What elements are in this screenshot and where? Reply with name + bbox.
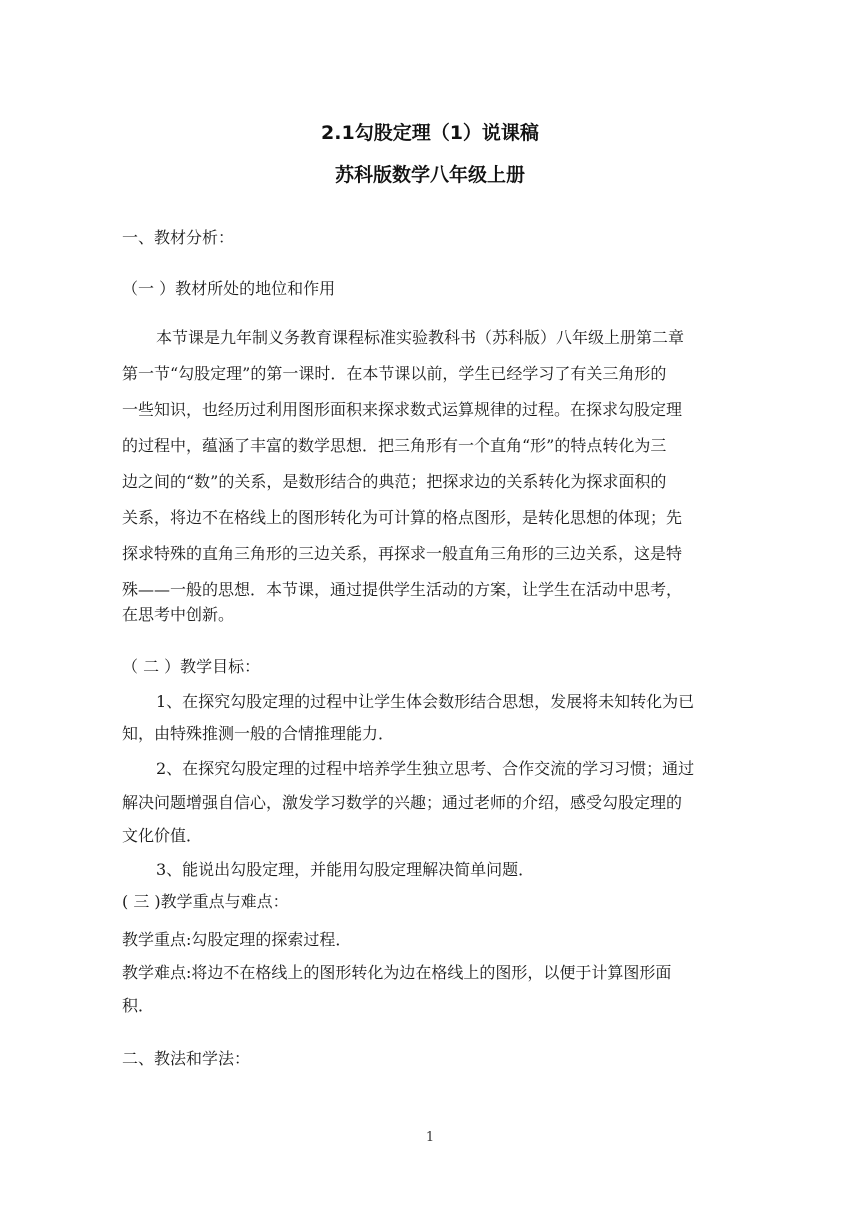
paragraph-line: 的过程中，蕴涵了丰富的数学思想．把三角形有一个直角“形”的特点转化为三 xyxy=(122,436,667,455)
paragraph-line: 探求特殊的直角三角形的三边关系，再探求一般直角三角形的三边关系，这是特 xyxy=(122,544,683,563)
paragraph-line: 边之间的“数”的关系，是数形结合的典范；把探求边的关系转化为探求面积的 xyxy=(122,472,667,491)
goal-line: 文化价值． xyxy=(122,826,203,845)
goal-line: 知，由特殊推测一般的合情推理能力． xyxy=(122,724,395,743)
section-heading-methods: 二、教法和学法： xyxy=(122,1049,251,1068)
subsection-heading-teaching-goals: （ 二 ）教学目标： xyxy=(122,657,261,676)
page-number: 1 xyxy=(425,1130,435,1145)
subsection-heading-position-role: （一 ）教材所处的地位和作用 xyxy=(122,279,336,298)
goal-line: 解决问题增强自信心，激发学习数学的兴趣；通过老师的介绍，感受勾股定理的 xyxy=(122,793,683,812)
paragraph-line: 在思考中创新。 xyxy=(122,605,235,624)
document-subtitle: 苏科版数学八年级上册 xyxy=(334,164,525,186)
paragraph-line: 本节课是九年制义务教育课程标准实验教科书（苏科版）八年级上册第二章 xyxy=(156,328,685,347)
goal-line: 3、能说出勾股定理，并能用勾股定理解决简单问题． xyxy=(156,860,535,879)
section-heading-textbook-analysis: 一、教材分析： xyxy=(122,228,235,247)
key-point-line: 教学重点:勾股定理的探索过程． xyxy=(122,930,352,949)
difficult-point-line: 积． xyxy=(122,996,155,1015)
paragraph-line: 一些知识，也经历过利用图形面积来探求数式运算规律的过程。在探求勾股定理 xyxy=(122,400,683,419)
difficult-point-line: 教学难点:将边不在格线上的图形转化为边在格线上的图形，以便于计算图形面 xyxy=(122,963,672,982)
paragraph-line: 关系，将边不在格线上的图形转化为可计算的格点图形，是转化思想的体现；先 xyxy=(122,508,683,527)
paragraph-line: 殊——一般的思想．本节课，通过提供学生活动的方案，让学生在活动中思考， xyxy=(122,580,683,599)
paragraph-line: 第一节“勾股定理”的第一课时．在本节课以前，学生已经学习了有关三角形的 xyxy=(122,364,667,383)
subsection-heading-key-difficult: ( 三 )教学重点与难点： xyxy=(122,892,289,911)
goal-line: 2、在探究勾股定理的过程中培养学生独立思考、合作交流的学习习惯；通过 xyxy=(156,759,695,778)
document-title: 2.1勾股定理（1）说课稿 xyxy=(321,122,539,144)
goal-line: 1、在探究勾股定理的过程中让学生体会数形结合思想，发展将未知转化为已 xyxy=(156,692,695,711)
